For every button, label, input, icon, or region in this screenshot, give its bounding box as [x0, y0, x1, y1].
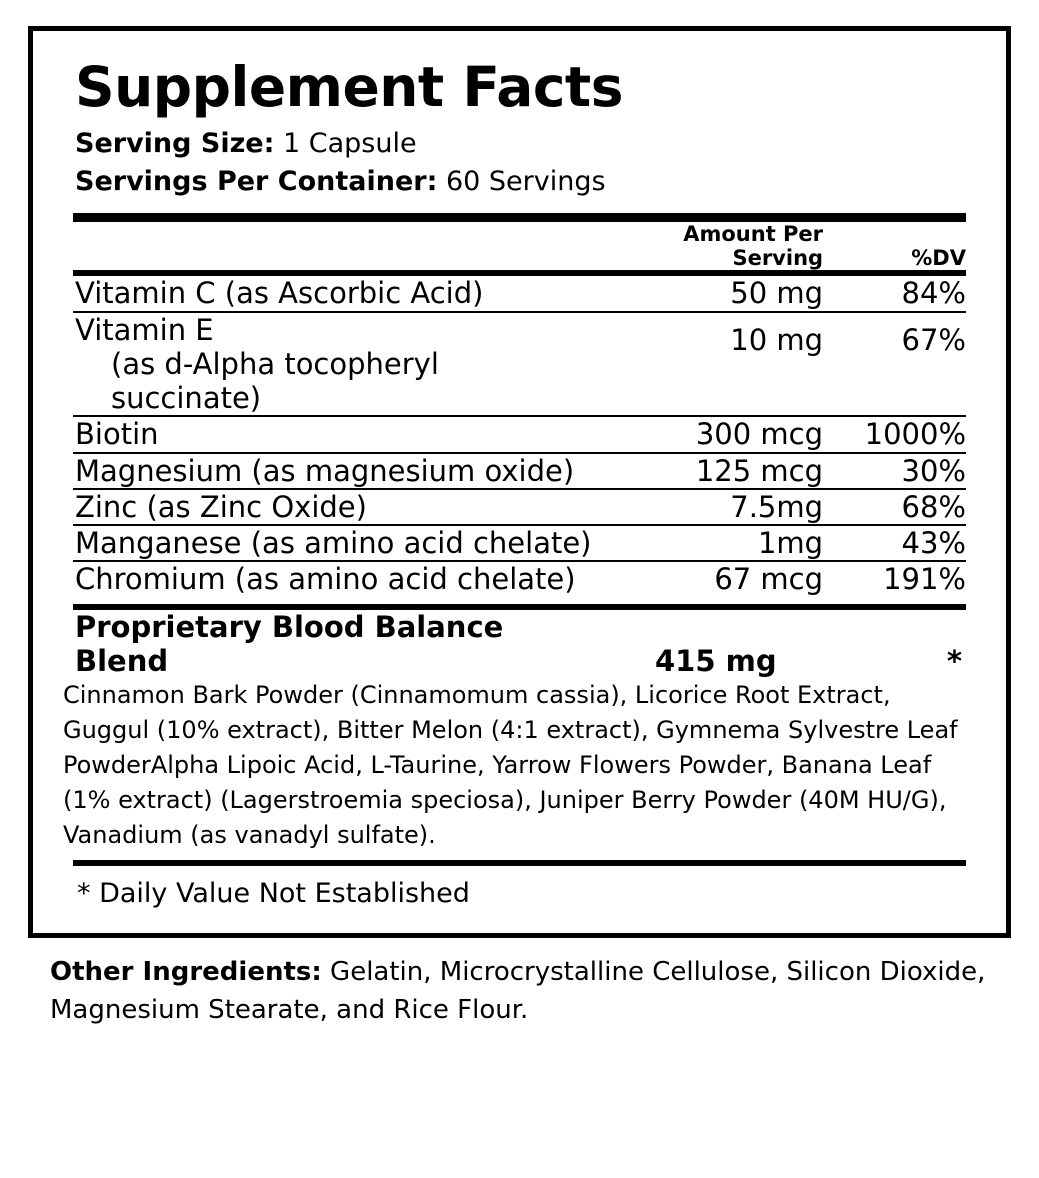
nutrient-name: Magnesium (as magnesium oxide) [75, 453, 575, 488]
nutrient-amount: 67 mcg [714, 562, 824, 597]
daily-value-footnote: * Daily Value Not Established [77, 878, 470, 910]
blend-ingredients: Cinnamon Bark Powder (Cinnamomum cassia), Licorice Root Extract, Guggul (10% extract), Bitter Melon (4:1 extract), Gymnema Sylvestre Leaf PowderAlpha Lipoic Acid, L-Taurine, Yarrow Flowers Powder, Banana Leaf (1% extract) (Lagerstroemia speciosa), Juniper Berry Powder (40M HU/G), Vanadium (as vanadyl sulfate). [63, 681, 958, 849]
nutrient-name: Manganese (as amino acid chelate) [75, 525, 592, 560]
servings-per-container-label: Servings Per Container: [75, 166, 438, 198]
other-ingredients [50, 954, 993, 1029]
table-row [63, 276, 976, 310]
nutrient-name: Zinc (as Zinc Oxide) [75, 489, 367, 524]
nutrient-amount: 1mg [757, 525, 824, 560]
blend-table [63, 610, 976, 852]
nutrient-rows-table [63, 276, 976, 596]
nutrient-name-main: Vitamin E [75, 312, 214, 347]
nutrient-amount: 50 mg [730, 276, 824, 311]
serving-size-label: Serving Size: [75, 127, 275, 159]
other-ingredients-label: Other Ingredients: [50, 957, 322, 988]
header-amount-per-serving: Amount Per Serving [683, 222, 824, 271]
nutrient-name: Biotin [75, 417, 159, 452]
table-row [63, 417, 976, 451]
other-ingredients-value: Gelatin, Microcrystalline Cellulose, Silicon Dioxide, Magnesium Stearate, and Rice Flour. [50, 957, 986, 1026]
servings-per-container-line [75, 163, 976, 201]
nutrient-dv: 43% [901, 525, 966, 560]
nutrient-dv: 68% [901, 489, 966, 524]
header-percent-dv: %DV [911, 246, 966, 271]
servings-per-container-value: 60 Servings [445, 166, 606, 198]
supplement-facts-panel [28, 26, 1011, 938]
blend-amount: 415 mg [654, 644, 777, 679]
table-header-row [63, 222, 976, 270]
nutrition-table [63, 222, 976, 270]
table-row [63, 313, 976, 416]
nutrient-dv: 84% [901, 276, 966, 311]
serving-size-value: 1 Capsule [283, 127, 417, 159]
nutrient-dv: 1000% [864, 417, 966, 452]
divider-thick-top [73, 213, 966, 222]
nutrient-name: Chromium (as amino acid chelate) [75, 562, 576, 597]
table-row [63, 562, 976, 596]
nutrient-name: Vitamin C (as Ascorbic Acid) [75, 276, 484, 311]
nutrient-dv: 191% [883, 562, 966, 597]
blend-dv: * [946, 644, 962, 679]
page-title: Supplement Facts [75, 55, 623, 119]
blend-name: Proprietary Blood Balance Blend [75, 610, 504, 679]
nutrient-name [63, 313, 593, 416]
nutrient-dv: 67% [901, 322, 966, 357]
nutrient-amount: 10 mg [730, 322, 824, 357]
nutrient-amount: 7.5mg [730, 489, 824, 524]
nutrient-amount: 125 mcg [695, 453, 824, 488]
nutrient-name-sub: (as d-Alpha tocopheryl succinate) [111, 346, 439, 416]
blend-row [63, 610, 976, 678]
table-row [63, 526, 976, 560]
serving-size-line [75, 125, 976, 163]
table-row [63, 454, 976, 488]
nutrient-dv: 30% [901, 453, 966, 488]
header-blank [63, 222, 593, 270]
table-row [63, 490, 976, 524]
nutrient-amount: 300 mcg [695, 417, 824, 452]
